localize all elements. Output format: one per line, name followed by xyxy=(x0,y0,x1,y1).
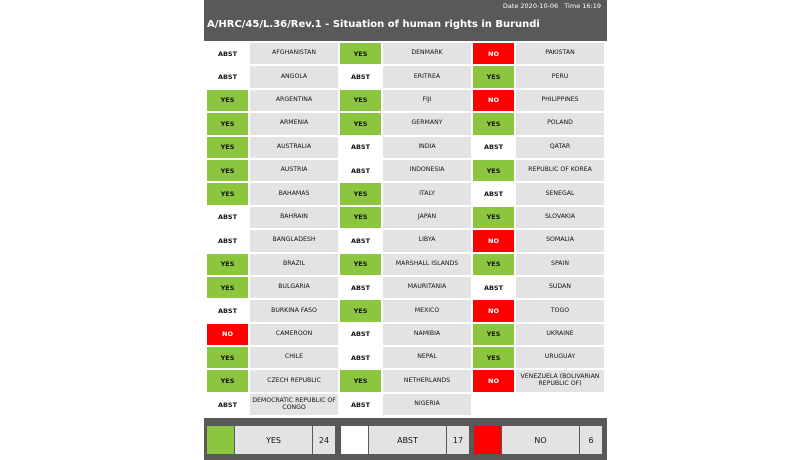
total-no xyxy=(474,426,602,454)
vote-indicator: YES xyxy=(340,43,381,64)
vote-row xyxy=(473,113,604,134)
vote-indicator: YES xyxy=(473,160,514,181)
vote-row xyxy=(207,160,338,181)
vote-indicator: NO xyxy=(473,370,514,391)
vote-board xyxy=(204,0,607,460)
country-name: BANGLADESH xyxy=(250,230,338,251)
vote-indicator: ABST xyxy=(340,230,381,251)
vote-indicator: YES xyxy=(473,347,514,368)
vote-indicator: YES xyxy=(207,137,248,158)
vote-row xyxy=(340,277,471,298)
vote-indicator: ABST xyxy=(207,230,248,251)
vote-row xyxy=(207,66,338,87)
country-name: NAMIBIA xyxy=(383,324,471,345)
vote-row xyxy=(207,254,338,275)
vote-row xyxy=(473,254,604,275)
country-name: UKRAINE xyxy=(516,324,604,345)
country-name: MAURITANIA xyxy=(383,277,471,298)
country-name: QATAR xyxy=(516,137,604,158)
vote-row xyxy=(340,394,471,415)
vote-row xyxy=(473,347,604,368)
country-name: PHILIPPINES xyxy=(516,90,604,111)
country-name: VENEZUELA (BOLIVARIAN REPUBLIC OF) xyxy=(516,370,604,391)
vote-indicator: ABST xyxy=(340,137,381,158)
vote-row xyxy=(207,300,338,321)
vote-indicator: YES xyxy=(473,324,514,345)
vote-indicator: YES xyxy=(473,207,514,228)
vote-indicator: YES xyxy=(207,160,248,181)
country-name: SOMALIA xyxy=(516,230,604,251)
total-no-count: 6 xyxy=(580,426,602,454)
vote-row xyxy=(207,394,338,415)
header-bar xyxy=(204,0,607,41)
vote-row xyxy=(473,230,604,251)
vote-indicator: YES xyxy=(207,347,248,368)
country-name: NEPAL xyxy=(383,347,471,368)
vote-row xyxy=(340,160,471,181)
vote-indicator: YES xyxy=(207,370,248,391)
country-name: CHILE xyxy=(250,347,338,368)
totals-bar xyxy=(204,418,607,460)
vote-row xyxy=(207,90,338,111)
vote-indicator: YES xyxy=(340,370,381,391)
vote-indicator: ABST xyxy=(340,277,381,298)
country-name: BAHRAIN xyxy=(250,207,338,228)
country-name: JAPAN xyxy=(383,207,471,228)
country-name: MEXICO xyxy=(383,300,471,321)
vote-row xyxy=(340,230,471,251)
total-abst xyxy=(341,426,469,454)
country-name: SENEGAL xyxy=(516,183,604,204)
vote-indicator: YES xyxy=(473,66,514,87)
vote-row xyxy=(207,43,338,64)
country-name: CAMEROON xyxy=(250,324,338,345)
country-name: INDONESIA xyxy=(383,160,471,181)
vote-row xyxy=(473,300,604,321)
vote-indicator: NO xyxy=(473,43,514,64)
country-name: INDIA xyxy=(383,137,471,158)
country-name: DEMOCRATIC REPUBLIC OF CONGO xyxy=(250,394,338,415)
country-name: BRAZIL xyxy=(250,254,338,275)
vote-indicator: YES xyxy=(473,254,514,275)
vote-indicator: YES xyxy=(207,183,248,204)
country-name: BAHAMAS xyxy=(250,183,338,204)
vote-row xyxy=(473,370,604,391)
vote-row xyxy=(340,137,471,158)
vote-row xyxy=(340,183,471,204)
country-name: REPUBLIC OF KOREA xyxy=(516,160,604,181)
yes-swatch xyxy=(207,426,234,454)
vote-indicator: ABST xyxy=(207,66,248,87)
abst-swatch xyxy=(341,426,368,454)
vote-indicator: YES xyxy=(340,90,381,111)
country-name: URUGUAY xyxy=(516,347,604,368)
vote-row xyxy=(473,137,604,158)
vote-indicator: YES xyxy=(207,90,248,111)
country-name: LIBYA xyxy=(383,230,471,251)
vote-indicator: NO xyxy=(473,230,514,251)
country-name: NIGERIA xyxy=(383,394,471,415)
country-name: ARGENTINA xyxy=(250,90,338,111)
vote-row xyxy=(207,183,338,204)
country-name: AFGHANISTAN xyxy=(250,43,338,64)
country-name: PERU xyxy=(516,66,604,87)
vote-indicator: NO xyxy=(207,324,248,345)
vote-row xyxy=(340,347,471,368)
country-name: BURKINA FASO xyxy=(250,300,338,321)
vote-row xyxy=(473,160,604,181)
vote-row xyxy=(473,183,604,204)
vote-indicator: ABST xyxy=(473,277,514,298)
vote-row xyxy=(207,324,338,345)
vote-indicator: ABST xyxy=(207,43,248,64)
country-name: NETHERLANDS xyxy=(383,370,471,391)
resolution-title: A/HRC/45/L.36/Rev.1 - Situation of human rights in Burundi xyxy=(207,19,540,30)
vote-indicator: ABST xyxy=(473,183,514,204)
datetime xyxy=(499,2,601,10)
vote-row xyxy=(207,370,338,391)
vote-row xyxy=(340,324,471,345)
vote-row xyxy=(340,370,471,391)
vote-indicator: YES xyxy=(340,183,381,204)
country-name: AUSTRIA xyxy=(250,160,338,181)
country-name: AUSTRALIA xyxy=(250,137,338,158)
vote-row xyxy=(473,90,604,111)
country-name: BULGARIA xyxy=(250,277,338,298)
total-abst-label: ABST xyxy=(369,426,446,454)
vote-indicator: ABST xyxy=(340,347,381,368)
vote-indicator: YES xyxy=(340,300,381,321)
vote-row xyxy=(340,43,471,64)
country-name: ANGOLA xyxy=(250,66,338,87)
vote-row xyxy=(340,90,471,111)
country-name: SUDAN xyxy=(516,277,604,298)
country-name: ITALY xyxy=(383,183,471,204)
country-name: GERMANY xyxy=(383,113,471,134)
vote-indicator: ABST xyxy=(340,324,381,345)
vote-row xyxy=(473,43,604,64)
country-name: ERITREA xyxy=(383,66,471,87)
vote-indicator: YES xyxy=(207,254,248,275)
vote-indicator: ABST xyxy=(207,207,248,228)
no-swatch xyxy=(474,426,501,454)
vote-grid xyxy=(207,43,607,417)
vote-row xyxy=(207,113,338,134)
country-name: ARMENIA xyxy=(250,113,338,134)
country-name: CZECH REPUBLIC xyxy=(250,370,338,391)
vote-row xyxy=(340,113,471,134)
total-yes-label: YES xyxy=(235,426,312,454)
country-name: POLAND xyxy=(516,113,604,134)
vote-row xyxy=(207,230,338,251)
vote-row xyxy=(207,137,338,158)
vote-row xyxy=(473,324,604,345)
vote-row xyxy=(340,300,471,321)
country-name: PAKISTAN xyxy=(516,43,604,64)
total-no-label: NO xyxy=(502,426,579,454)
vote-row xyxy=(473,66,604,87)
country-name: DENMARK xyxy=(383,43,471,64)
country-name: TOGO xyxy=(516,300,604,321)
total-abst-count: 17 xyxy=(447,426,469,454)
vote-indicator: ABST xyxy=(473,137,514,158)
time-label: Time 16:19 xyxy=(564,2,601,10)
vote-row xyxy=(340,207,471,228)
country-name: SPAIN xyxy=(516,254,604,275)
country-name: SLOVAKIA xyxy=(516,207,604,228)
vote-row xyxy=(473,207,604,228)
vote-indicator: ABST xyxy=(340,66,381,87)
vote-indicator: NO xyxy=(473,300,514,321)
total-yes-count: 24 xyxy=(313,426,335,454)
date-label: Date 2020-10-06 xyxy=(502,2,559,10)
vote-row xyxy=(340,66,471,87)
vote-row xyxy=(207,277,338,298)
vote-indicator: YES xyxy=(207,277,248,298)
vote-indicator: ABST xyxy=(340,394,381,415)
vote-row xyxy=(207,207,338,228)
vote-indicator: ABST xyxy=(340,160,381,181)
vote-row xyxy=(473,277,604,298)
vote-indicator: ABST xyxy=(207,300,248,321)
vote-row xyxy=(207,347,338,368)
vote-indicator: YES xyxy=(340,207,381,228)
vote-indicator: YES xyxy=(340,254,381,275)
vote-indicator: NO xyxy=(473,90,514,111)
vote-row xyxy=(340,254,471,275)
vote-indicator: ABST xyxy=(207,394,248,415)
country-name: MARSHALL ISLANDS xyxy=(383,254,471,275)
total-yes xyxy=(207,426,335,454)
country-name: FIJI xyxy=(383,90,471,111)
vote-indicator: YES xyxy=(207,113,248,134)
vote-indicator: YES xyxy=(473,113,514,134)
vote-indicator: YES xyxy=(340,113,381,134)
